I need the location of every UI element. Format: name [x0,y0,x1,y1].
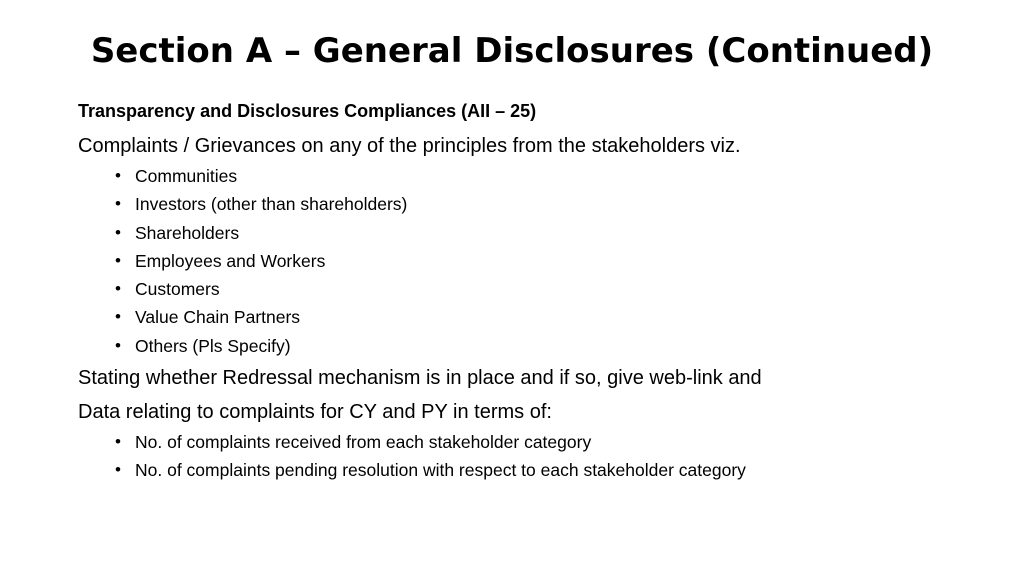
section-heading: Transparency and Disclosures Compliances (AII – 25) [78,101,537,121]
bullet-icon: • [115,432,121,452]
list-item-label: Customers [135,279,220,300]
list-item-label: Employees and Workers [135,250,326,271]
bullet-icon: • [115,335,121,355]
bullet-icon: • [115,307,121,327]
bullet-icon: • [115,279,121,299]
list-item-label: No. of complaints pending resolution with respect to each stakeholder category [135,460,746,481]
data-points-list [78,428,978,485]
list-item [115,456,978,484]
list-item [115,247,978,275]
bullet-icon: • [115,250,121,270]
list-item [115,219,978,247]
list-item-label: Communities [135,166,238,186]
slide-content [78,98,978,489]
list-item [115,428,978,456]
list-item [115,162,978,190]
complaints-paragraph: Complaints / Grievances on any of the principles from the stakeholders viz. [78,135,741,157]
list-item [115,275,978,303]
slide-title: Section A – General Disclosures (Continued) [90,31,934,71]
list-item [115,190,978,218]
bullet-icon: • [115,194,121,214]
list-item-label: No. of complaints received from each stakeholder category [135,432,592,453]
list-item-label: Value Chain Partners [135,307,301,328]
list-item [115,303,978,331]
redressal-paragraph: Stating whether Redressal mechanism is in place and if so, give web-link and [78,367,762,390]
bullet-icon: • [115,222,121,242]
list-item-label: Others (Pls Specify) [135,335,291,356]
list-item-label: Investors (other than shareholders) [135,194,408,215]
bullet-icon: • [115,166,121,185]
bullet-icon: • [115,460,121,480]
list-item [115,332,978,360]
data-paragraph: Data relating to complaints for CY and PY in terms of: [78,401,552,424]
list-item-label: Shareholders [135,222,240,243]
stakeholder-list [78,162,978,360]
